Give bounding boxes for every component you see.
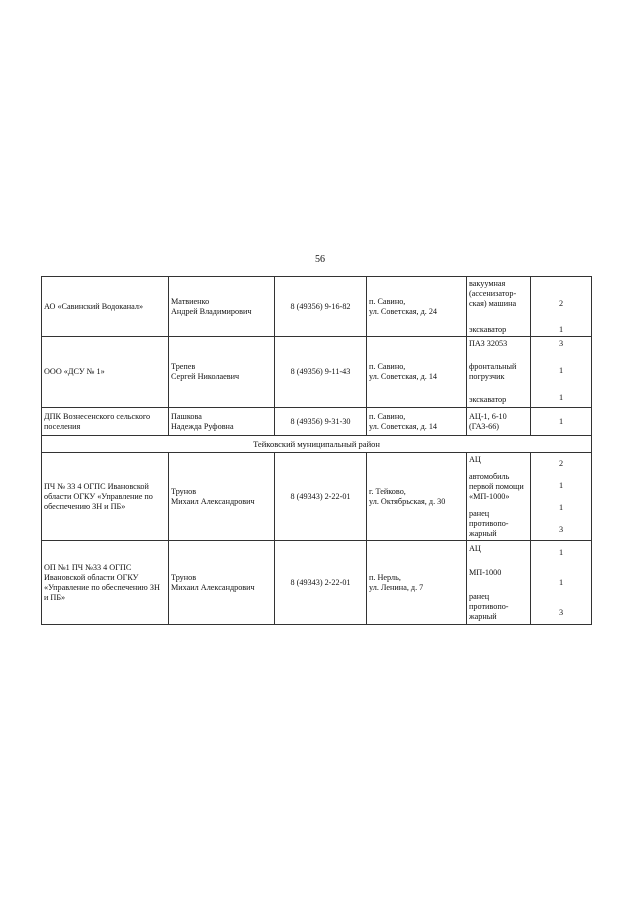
phone-cell: 8 (49343) 2-22-01 bbox=[275, 453, 367, 541]
count-item: 2 bbox=[558, 458, 564, 468]
equipment-item: ПАЗ 32053 bbox=[469, 339, 508, 348]
equipment-item: АЦ bbox=[469, 543, 481, 553]
count-item: 2 bbox=[558, 298, 564, 308]
count-cell bbox=[531, 541, 592, 625]
address-line-1: п. Савино, bbox=[369, 411, 406, 421]
count-item: 1 bbox=[558, 393, 564, 402]
equipment-item: автомобиль первой помощи «МП-1000» bbox=[469, 471, 524, 501]
person-surname: Трунов bbox=[171, 572, 197, 582]
address-line-1: п. Савино, bbox=[369, 296, 406, 306]
address-cell bbox=[367, 541, 467, 625]
equipment-item: АЦ bbox=[469, 454, 481, 464]
count-item: 3 bbox=[558, 524, 564, 534]
equipment-item: фронтальный погрузчик bbox=[469, 362, 517, 381]
table-row bbox=[42, 541, 592, 625]
count-item: 1 bbox=[558, 547, 564, 557]
person-cell bbox=[169, 337, 275, 408]
equipment-item: вакуумная (ассенизатор-ская) машина bbox=[469, 278, 517, 308]
count-cell bbox=[531, 337, 592, 408]
equipment-cell bbox=[467, 337, 531, 408]
equipment-item: экскаватор bbox=[469, 395, 507, 404]
org-cell: ДПК Вознесенского сельского поселения bbox=[42, 408, 169, 436]
person-cell bbox=[169, 453, 275, 541]
count-item: 1 bbox=[558, 577, 564, 587]
equipment-item: экскаватор bbox=[469, 324, 507, 334]
equipment-item: МП-1000 bbox=[469, 567, 502, 577]
address-line-2: ул. Советская, д. 14 bbox=[369, 421, 438, 431]
person-surname: Пашкова bbox=[171, 411, 202, 421]
count-item: 1 bbox=[558, 366, 564, 375]
equipment-cell bbox=[467, 541, 531, 625]
address-line-1: г. Тейково, bbox=[369, 486, 406, 496]
address-cell bbox=[367, 408, 467, 436]
count-item: 3 bbox=[558, 607, 564, 617]
table-row bbox=[42, 408, 592, 436]
person-name: Михаил Александрович bbox=[171, 496, 255, 506]
section-header-row bbox=[42, 436, 592, 453]
address-cell bbox=[367, 337, 467, 408]
equipment-item: ранец противопо-жарный bbox=[469, 508, 509, 538]
person-cell bbox=[169, 541, 275, 625]
person-name: Сергей Николаевич bbox=[171, 372, 240, 381]
person-surname: Матвиенко bbox=[171, 296, 210, 306]
person-surname: Трунов bbox=[171, 486, 197, 496]
org-cell: ООО «ДСУ № 1» bbox=[42, 337, 169, 408]
table-row bbox=[42, 337, 592, 408]
person-cell bbox=[169, 277, 275, 337]
person-surname: Трепев bbox=[171, 362, 196, 371]
phone-cell: 8 (49356) 9-31-30 bbox=[275, 408, 367, 436]
person-name: Михаил Александрович bbox=[171, 582, 255, 592]
equipment-cell: АЦ-1, 6-10 (ГАЗ-66) bbox=[467, 408, 531, 436]
equipment-item: ранец противопо-жарный bbox=[469, 591, 509, 621]
equipment-cell bbox=[467, 453, 531, 541]
address-line-1: п. Савино, bbox=[369, 362, 406, 371]
address-line-1: п. Нерль, bbox=[369, 572, 401, 582]
count-item: 1 bbox=[558, 480, 564, 490]
count-item: 1 bbox=[558, 502, 564, 512]
resources-table bbox=[41, 276, 592, 625]
phone-cell: 8 (49356) 9-11-43 bbox=[275, 337, 367, 408]
person-name: Андрей Владимирович bbox=[171, 306, 252, 316]
phone-cell: 8 (49343) 2-22-01 bbox=[275, 541, 367, 625]
person-name: Надежда Руфовна bbox=[171, 421, 234, 431]
org-cell: ОП №1 ПЧ №33 4 ОГПС Ивановской области ОГКУ «Управление по обеспечению ЗН и ПБ» bbox=[42, 541, 169, 625]
page-number: 56 bbox=[315, 254, 325, 265]
count-item: 3 bbox=[558, 339, 564, 348]
table-row bbox=[42, 277, 592, 337]
address-cell bbox=[367, 277, 467, 337]
count-cell bbox=[531, 277, 592, 337]
equipment-cell bbox=[467, 277, 531, 337]
address-line-2: ул. Ленина, д. 7 bbox=[369, 582, 424, 592]
address-line-2: ул. Советская, д. 24 bbox=[369, 306, 438, 316]
count-cell bbox=[531, 453, 592, 541]
org-cell: ПЧ № 33 4 ОГПС Ивановской области ОГКУ «Управление по обеспечению ЗН и ПБ» bbox=[42, 453, 169, 541]
person-cell bbox=[169, 408, 275, 436]
table-row bbox=[42, 453, 592, 541]
count-cell: 1 bbox=[531, 408, 592, 436]
address-line-2: ул. Советская, д. 14 bbox=[369, 372, 438, 381]
address-line-2: ул. Октябрьская, д. 30 bbox=[369, 496, 446, 506]
section-title: Тейковский муниципальный район bbox=[42, 436, 592, 453]
address-cell bbox=[367, 453, 467, 541]
count-item: 1 bbox=[558, 324, 564, 334]
phone-cell: 8 (49356) 9-16-82 bbox=[275, 277, 367, 337]
org-cell: АО «Савинский Водоканал» bbox=[42, 277, 169, 337]
